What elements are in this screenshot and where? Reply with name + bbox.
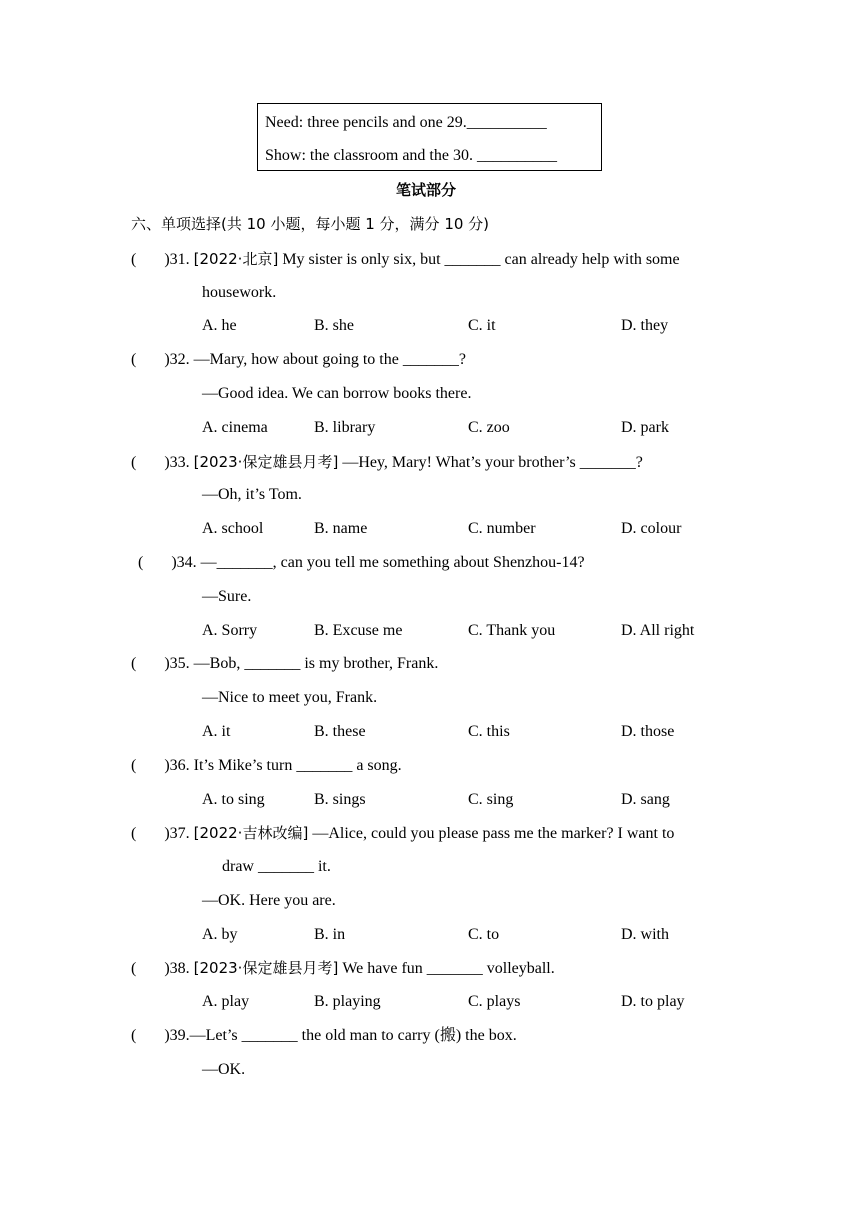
question-number: 35.	[169, 655, 190, 672]
option-c: C. sing	[468, 791, 514, 808]
option-b: B. Excuse me	[314, 622, 403, 639]
option-d: D. All right	[621, 622, 695, 639]
option-c: C. zoo	[468, 419, 510, 436]
question-36	[131, 756, 402, 776]
option-d: D. sang	[621, 791, 670, 808]
section-title: 笔试部分	[396, 181, 457, 199]
option-c: C. it	[468, 317, 496, 334]
question-text: —Let’s _______ the old man to carry (搬) the box.	[189, 1027, 517, 1044]
option-c: C. this	[468, 723, 510, 740]
question-number: 37.	[169, 825, 190, 842]
option-a: A. play	[202, 993, 250, 1010]
option-c: C. number	[468, 520, 536, 537]
option-b: B. playing	[314, 993, 381, 1010]
question-32	[131, 350, 466, 370]
question-39	[131, 1026, 517, 1046]
question-number: 33.	[169, 454, 190, 471]
question-number: 31.	[169, 251, 190, 268]
option-a: A. school	[202, 520, 264, 537]
question-number: 32.	[169, 351, 190, 368]
answer-bracket: ( )	[138, 554, 177, 571]
option-b: B. sings	[314, 791, 366, 808]
question-number: 38.	[169, 960, 190, 977]
question-source: [2023·保定雄县月考]	[193, 453, 339, 471]
question-35-line2: —Nice to meet you, Frank.	[202, 689, 378, 706]
answer-bracket: ( )	[131, 655, 170, 672]
option-d: D. they	[621, 317, 669, 334]
show-line: Show: the classroom and the 30. __________	[265, 147, 557, 164]
question-31-line2: housework.	[202, 284, 277, 301]
option-a: A. it	[202, 723, 231, 740]
question-33-line2: —Oh, it’s Tom.	[202, 486, 302, 503]
question-33	[131, 452, 643, 473]
answer-bracket: ( )	[131, 454, 170, 471]
question-34	[138, 553, 585, 573]
answer-bracket: ( )	[131, 825, 170, 842]
option-c: C. plays	[468, 993, 521, 1010]
question-text: We have fun _______ volleyball.	[342, 960, 555, 977]
need-line: Need: three pencils and one 29.__________	[265, 114, 547, 131]
question-source: [2022·北京]	[193, 250, 279, 268]
option-d: D. to play	[621, 993, 685, 1010]
option-a: A. to sing	[202, 791, 265, 808]
option-c: C. Thank you	[468, 622, 556, 639]
option-b: B. in	[314, 926, 346, 943]
option-b: B. these	[314, 723, 366, 740]
question-source: [2022·吉林改编]	[193, 824, 309, 842]
question-text: —_______, can you tell me something about Shenzhou-14?	[200, 554, 585, 571]
question-37	[131, 823, 674, 844]
question-text: —Mary, how about going to the _______?	[193, 351, 466, 368]
question-39-line2: —OK.	[202, 1061, 246, 1078]
option-d: D. those	[621, 723, 675, 740]
answer-bracket: ( )	[131, 757, 170, 774]
question-number: 36.	[169, 757, 190, 774]
question-text: —Alice, could you please pass me the marker? I want to	[312, 825, 675, 842]
option-b: B. library	[314, 419, 376, 436]
question-35	[131, 654, 438, 674]
option-d: D. park	[621, 419, 669, 436]
answer-bracket: ( )	[131, 251, 170, 268]
question-text: —Hey, Mary! What’s your brother’s _______?	[342, 454, 643, 471]
question-38	[131, 958, 555, 979]
part-heading: 六、单项选择(共 10 小题，每小题 1 分，满分 10 分)	[131, 215, 490, 233]
question-number: 39.	[169, 1027, 190, 1044]
question-37-line3: —OK. Here you are.	[202, 892, 336, 909]
question-source: [2023·保定雄县月考]	[193, 959, 339, 977]
question-37-line2: draw _______ it.	[222, 858, 331, 875]
option-b: B. she	[314, 317, 354, 334]
answer-bracket: ( )	[131, 351, 170, 368]
question-32-line2: —Good idea. We can borrow books there.	[202, 385, 472, 402]
question-text: My sister is only six, but _______ can already help with some	[282, 251, 680, 268]
option-d: D. colour	[621, 520, 682, 537]
option-a: A. by	[202, 926, 238, 943]
question-31	[131, 249, 680, 270]
answer-bracket: ( )	[131, 1027, 170, 1044]
option-c: C. to	[468, 926, 500, 943]
option-d: D. with	[621, 926, 669, 943]
option-b: B. name	[314, 520, 368, 537]
question-34-line2: —Sure.	[202, 588, 252, 605]
question-number: 34.	[176, 554, 197, 571]
option-a: A. he	[202, 317, 237, 334]
answer-bracket: ( )	[131, 960, 170, 977]
option-a: A. Sorry	[202, 622, 258, 639]
option-a: A. cinema	[202, 419, 268, 436]
question-text: —Bob, _______ is my brother, Frank.	[193, 655, 439, 672]
question-text: It’s Mike’s turn _______ a song.	[193, 757, 402, 774]
